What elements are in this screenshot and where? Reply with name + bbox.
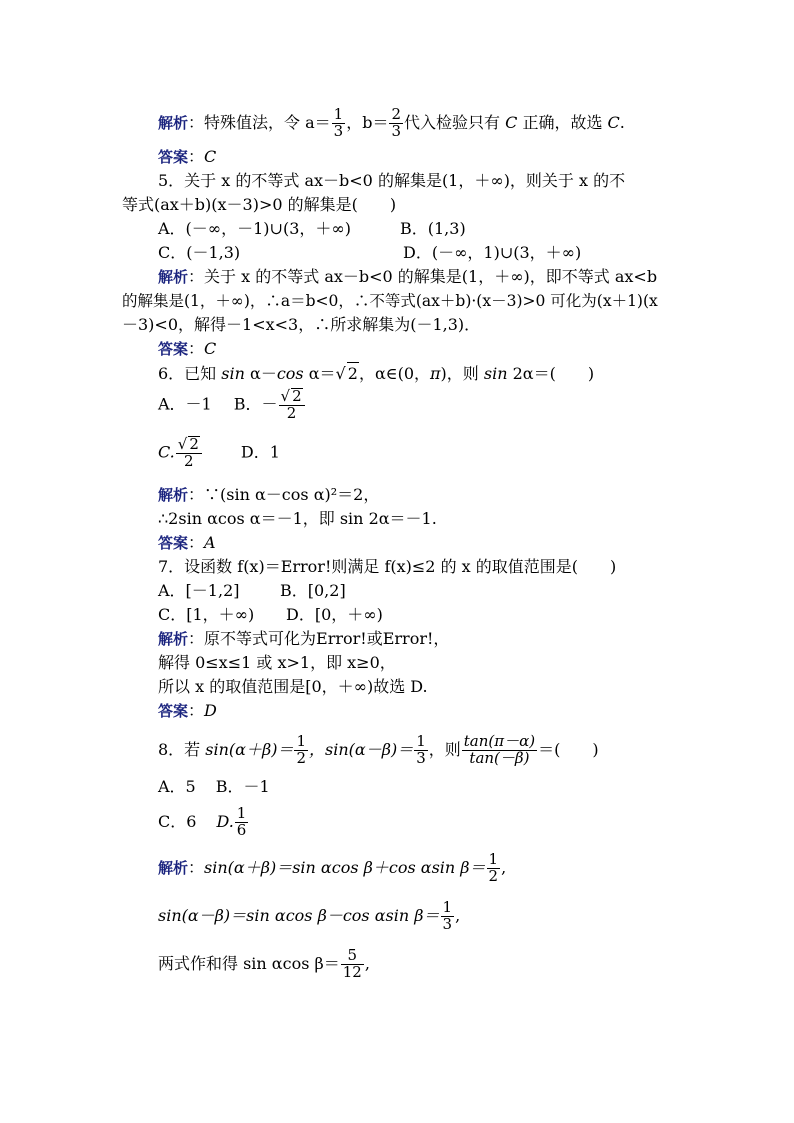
q7-solution-line-2: 解得 0≤x≤1 或 x>1，即 x≥0， [158, 653, 396, 672]
q7-sol-text: 原不等式可化为Error!或Error!， [204, 629, 450, 648]
sin: sin [221, 364, 245, 383]
colon: ： [188, 267, 205, 286]
q5-solution-line-3: －3)<0，解得－1<x<3，∴所求解集为(－1,3)． [122, 315, 481, 334]
q6-option-d: D．1 [240, 442, 280, 462]
answer-label: 答案 [158, 340, 189, 358]
q8-options-cd [158, 802, 249, 842]
frac-den: 3 [391, 121, 402, 140]
frac-num: 1 [488, 850, 499, 869]
q7-option-b: B．[0,2] [280, 581, 346, 600]
q8-sol-fraction-1 [487, 852, 501, 885]
frac-num: tan(π－α) [463, 732, 536, 751]
q6-answer [158, 532, 216, 554]
frac-num: 1 [236, 804, 247, 823]
frac-den: 3 [333, 121, 344, 140]
q5-option-a: A．(－∞，－1)∪(3，＋∞) [158, 219, 351, 238]
colon: ： [188, 147, 205, 166]
q4-answer [158, 146, 216, 168]
frac-den: tan(－β) [469, 749, 530, 767]
colon: ： [188, 112, 205, 132]
q5-stem-line-1: 5．关于 x 的不等式 ax－b<0 的解集是(1，＋∞)，则关于 x 的不 [158, 171, 626, 190]
q8-option-b: B．－1 [215, 777, 270, 796]
comma: , [364, 954, 370, 973]
q8-text: ，则 [428, 740, 461, 759]
q8-option-a: A．5 [158, 777, 196, 796]
q6-option-a: A．－1 [158, 394, 212, 414]
solution-label: 解析 [158, 486, 189, 504]
colon: ： [188, 485, 205, 504]
cos: cos [276, 364, 304, 383]
answer-value: C [204, 147, 217, 166]
q6-option-c-fraction [176, 436, 202, 470]
q6-options-ab [158, 388, 306, 422]
q8-option-c: C．6 [158, 812, 197, 831]
colon: ： [188, 629, 205, 648]
q4-sol-text-4: 正确，故选 [517, 112, 608, 132]
q8-solution-line-1 [158, 848, 506, 888]
colon: ： [188, 701, 205, 720]
frac-num: 1 [442, 898, 453, 917]
comma: , [455, 906, 461, 925]
q7-stem: 7．设函数 f(x)＝Error!则满足 f(x)≤2 的 x 的取值范围是( ) [158, 557, 617, 576]
answer-value: A [204, 533, 216, 552]
pi: π [430, 364, 441, 383]
q7-option-c: C．[1，＋∞) [158, 605, 255, 624]
solution-label: 解析 [158, 268, 189, 286]
answer-label: 答案 [158, 534, 189, 552]
q8-option-d-fraction [235, 806, 249, 839]
q6-solution-line-1 [158, 484, 379, 506]
answer-value: D [204, 701, 217, 720]
frac-den: 6 [236, 821, 247, 839]
frac-num: 1 [296, 732, 307, 751]
q5-solution-line-1 [158, 266, 657, 288]
answer-label: 答案 [158, 148, 189, 166]
frac-num: 5 [341, 948, 364, 965]
q5-solution-line-2: 的解集是(1，＋∞)，∴a＝b<0，∴不等式(ax＋b)·(x－3)>0 可化为(x＋1)(x [122, 292, 658, 310]
colon: ： [188, 858, 205, 877]
answer-label: 答案 [158, 702, 189, 720]
q6-option-c-prefix: C. [158, 442, 175, 462]
colon: ： [188, 339, 205, 358]
q5-option-c: C．(－1,3) [158, 243, 241, 262]
fraction-b [389, 107, 403, 140]
q7-solution-line-1 [158, 628, 449, 650]
frac-den: 12 [342, 963, 362, 981]
period: . [619, 112, 625, 132]
solution-label: 解析 [158, 859, 189, 877]
q8-text: sin(α＋β)＝ [205, 740, 294, 759]
q5-option-b: B．(1,3) [400, 219, 466, 238]
frac-den: 3 [442, 915, 453, 933]
q8-text: 8．若 [158, 740, 206, 759]
q4-sol-text-1: 特殊值法，令 a＝ [204, 112, 331, 132]
comma: , [501, 858, 507, 877]
sqrt-value: 2 [347, 364, 358, 383]
q7-answer [158, 700, 217, 722]
q6-text: 6．已知 [158, 364, 222, 383]
q5-answer [158, 338, 216, 360]
frac-den: 2 [296, 749, 307, 767]
q8-text: ＝( ) [538, 740, 599, 759]
q8-solution-line-2 [158, 896, 460, 936]
sin: sin [483, 364, 508, 383]
q6-text: ，α∈(0， [358, 364, 431, 383]
q8-fraction-2 [414, 734, 428, 767]
q8-solution-line-3 [158, 944, 370, 984]
answer-value: C [204, 339, 217, 358]
option-letter: C [607, 112, 620, 132]
q5-stem-line-2: 等式(ax＋b)(x－3)>0 的解集是( ) [122, 195, 397, 214]
q7-option-d: D．[0，＋∞) [286, 605, 383, 624]
sqrt-value: 2 [189, 435, 199, 453]
q8-sol-fraction-2 [441, 900, 455, 933]
q8-sol-text: sin(α－β)＝sin αcos β－cos αsin β＝ [158, 906, 440, 925]
q8-text: ，sin(α－β)＝ [309, 740, 414, 759]
frac-den: 3 [416, 749, 426, 767]
frac-den: 2 [184, 451, 194, 470]
option-letter: C [505, 112, 518, 132]
q8-fraction-3 [462, 734, 537, 767]
q4-sol-text-2: ，b＝ [346, 112, 389, 132]
q8-fraction-1 [294, 734, 308, 767]
frac-num: 2 [391, 105, 402, 123]
frac-num: 1 [333, 105, 344, 123]
q7-option-a: A．[－1,2] [158, 581, 240, 600]
q6-text: 2α＝( ) [507, 364, 595, 383]
frac-den: 2 [286, 403, 297, 422]
frac-den: 2 [488, 867, 499, 885]
q6-option-b-fraction [279, 388, 305, 422]
q6-option-b-prefix: B．－ [233, 394, 278, 414]
sqrt-symbol: √ [335, 364, 346, 383]
q5-option-d: D．(－∞，1)∪(3，＋∞) [403, 243, 582, 262]
q6-text: α＝ [303, 364, 336, 383]
q5-sol-text: 关于 x 的不等式 ax－b<0 的解集是(1，＋∞)，即不等式 ax<b [204, 267, 658, 286]
q8-options-ab [158, 776, 270, 798]
q4-solution-line [158, 107, 625, 140]
q8-sol-text: sin(α＋β)＝sin αcos β＋cos αsin β＝ [204, 858, 486, 877]
q8-stem [158, 730, 599, 770]
solution-label: 解析 [158, 630, 189, 648]
q6-stem [158, 362, 594, 385]
q6-text: )，则 [440, 364, 484, 383]
q8-sol-fraction-3 [341, 948, 364, 981]
fraction-a [332, 107, 346, 140]
frac-num: 1 [416, 732, 426, 751]
q6-options-cd [158, 436, 280, 470]
sqrt-symbol: √ [177, 435, 188, 453]
q8-option-d-prefix: D. [216, 812, 234, 831]
q6-sol-text: ∵(sin α－cos α)²＝2， [204, 485, 380, 504]
solution-label: 解析 [158, 113, 189, 132]
q7-solution-line-3: 所以 x 的取值范围是[0，＋∞)故选 D. [158, 677, 428, 696]
q6-solution-line-2: ∴2sin αcos α＝－1，即 sin 2α＝－1. [158, 509, 437, 528]
q4-sol-text-3: 代入检验只有 [404, 112, 506, 132]
sqrt-value: 2 [292, 387, 302, 405]
colon: ： [188, 533, 205, 552]
q8-sol-text: 两式作和得 sin αcos β＝ [158, 954, 340, 973]
q6-text: α－ [244, 364, 277, 383]
sqrt-symbol: √ [280, 387, 291, 405]
